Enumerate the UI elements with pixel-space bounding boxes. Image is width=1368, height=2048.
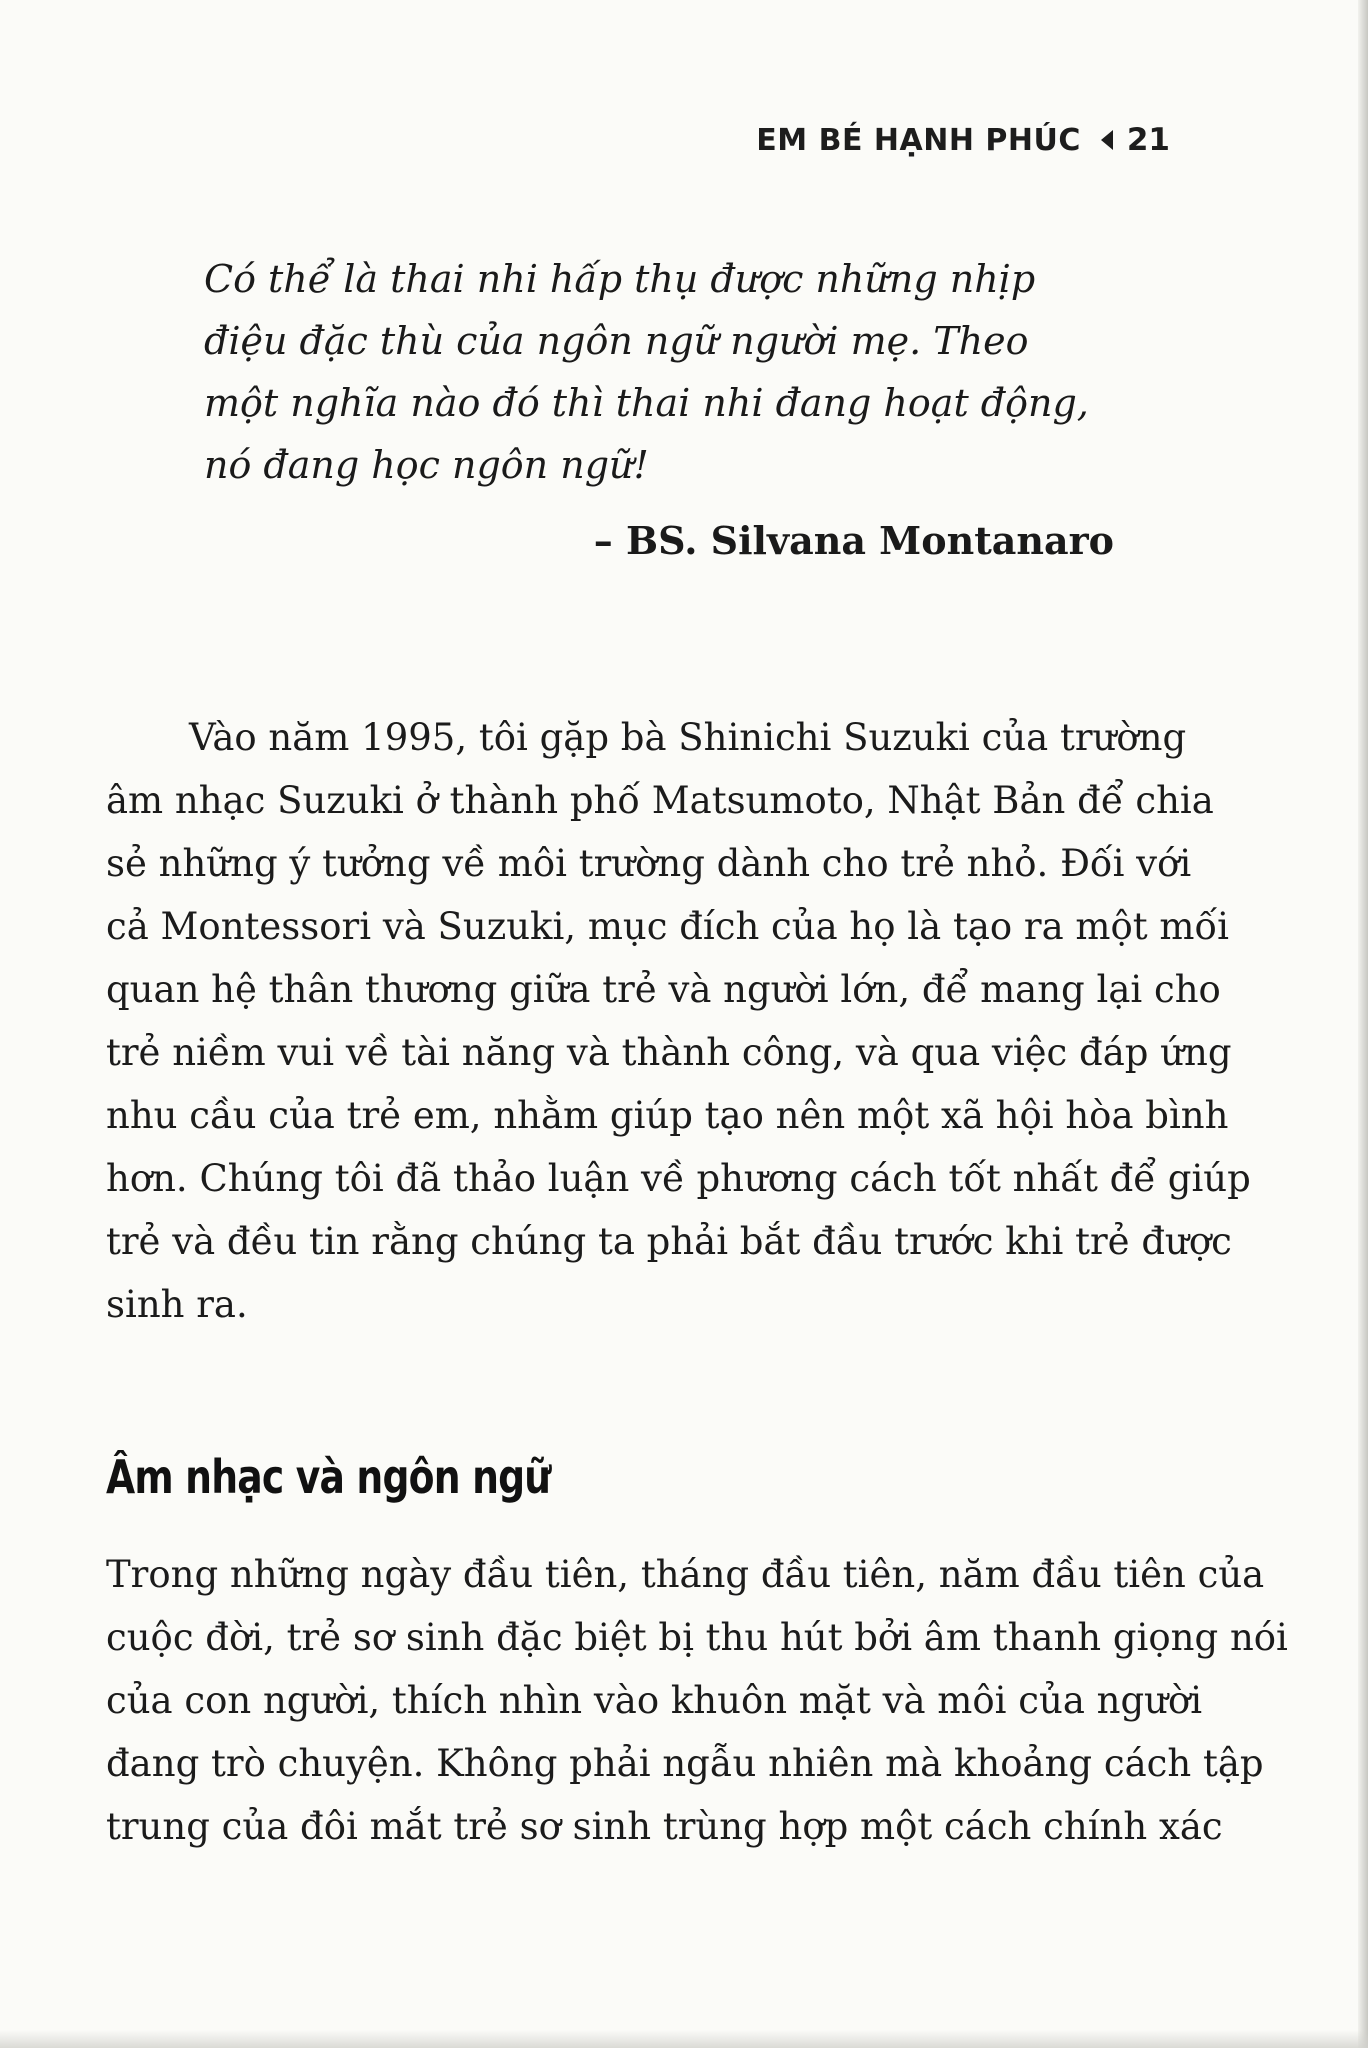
epigraph-line: nó đang học ngôn ngữ!	[204, 443, 649, 487]
paragraph-line: Vào năm 1995, tôi gặp bà Shinichi Suzuki của trường	[189, 716, 1187, 759]
paragraph-line: sinh ra.	[106, 1283, 248, 1326]
epigraph-line: Có thể là thai nhi hấp thụ được những nhịp	[204, 257, 1036, 301]
paragraph-line: âm nhạc Suzuki ở thành phố Matsumoto, Nhật Bản để chia	[106, 779, 1214, 822]
paragraph-line: hơn. Chúng tôi đã thảo luận về phương cách tốt nhất để giúp	[106, 1157, 1251, 1200]
paragraph-line: nhu cầu của trẻ em, nhằm giúp tạo nên một xã hội hòa bình	[106, 1094, 1229, 1137]
paragraph-line: sẻ những ý tưởng về môi trường dành cho trẻ nhỏ. Đối với	[106, 842, 1192, 885]
paragraph-line: Trong những ngày đầu tiên, tháng đầu tiên, năm đầu tiên của	[106, 1553, 1265, 1596]
paragraph-line: của con người, thích nhìn vào khuôn mặt và môi của người	[106, 1679, 1203, 1722]
paragraph-line: cuộc đời, trẻ sơ sinh đặc biệt bị thu hút bởi âm thanh giọng nói	[106, 1616, 1288, 1659]
running-header	[756, 122, 1170, 158]
paragraph-line: trẻ và đều tin rằng chúng ta phải bắt đầu trước khi trẻ được	[106, 1220, 1232, 1263]
left-triangle-icon	[1101, 130, 1113, 150]
paragraph-line: đang trò chuyện. Không phải ngẫu nhiên mà khoảng cách tập	[106, 1742, 1264, 1785]
paragraph-line: quan hệ thân thương giữa trẻ và người lớn, để mang lại cho	[106, 968, 1221, 1011]
section-heading: Âm nhạc và ngôn ngữ	[106, 1450, 551, 1504]
epigraph-author: – BS. Silvana Montanaro	[593, 518, 1114, 563]
epigraph	[204, 248, 1114, 563]
page-number: 21	[1126, 122, 1170, 158]
page-edge	[1358, 0, 1368, 2048]
paragraph-1	[106, 706, 1251, 1336]
running-header-title: EM BÉ HẠNH PHÚC	[756, 122, 1081, 158]
epigraph-line: điệu đặc thù của ngôn ngữ người mẹ. Theo	[204, 319, 1029, 363]
paragraph-line: cả Montessori và Suzuki, mục đích của họ là tạo ra một mối	[106, 905, 1229, 948]
paragraph-line: trung của đôi mắt trẻ sơ sinh trùng hợp một cách chính xác	[106, 1805, 1223, 1848]
epigraph-line: một nghĩa nào đó thì thai nhi đang hoạt động,	[204, 381, 1089, 425]
paragraph-2	[106, 1543, 1288, 1858]
paragraph-line: trẻ niềm vui về tài năng và thành công, và qua việc đáp ứng	[106, 1031, 1232, 1074]
page-bottom-shadow	[0, 2030, 1368, 2048]
